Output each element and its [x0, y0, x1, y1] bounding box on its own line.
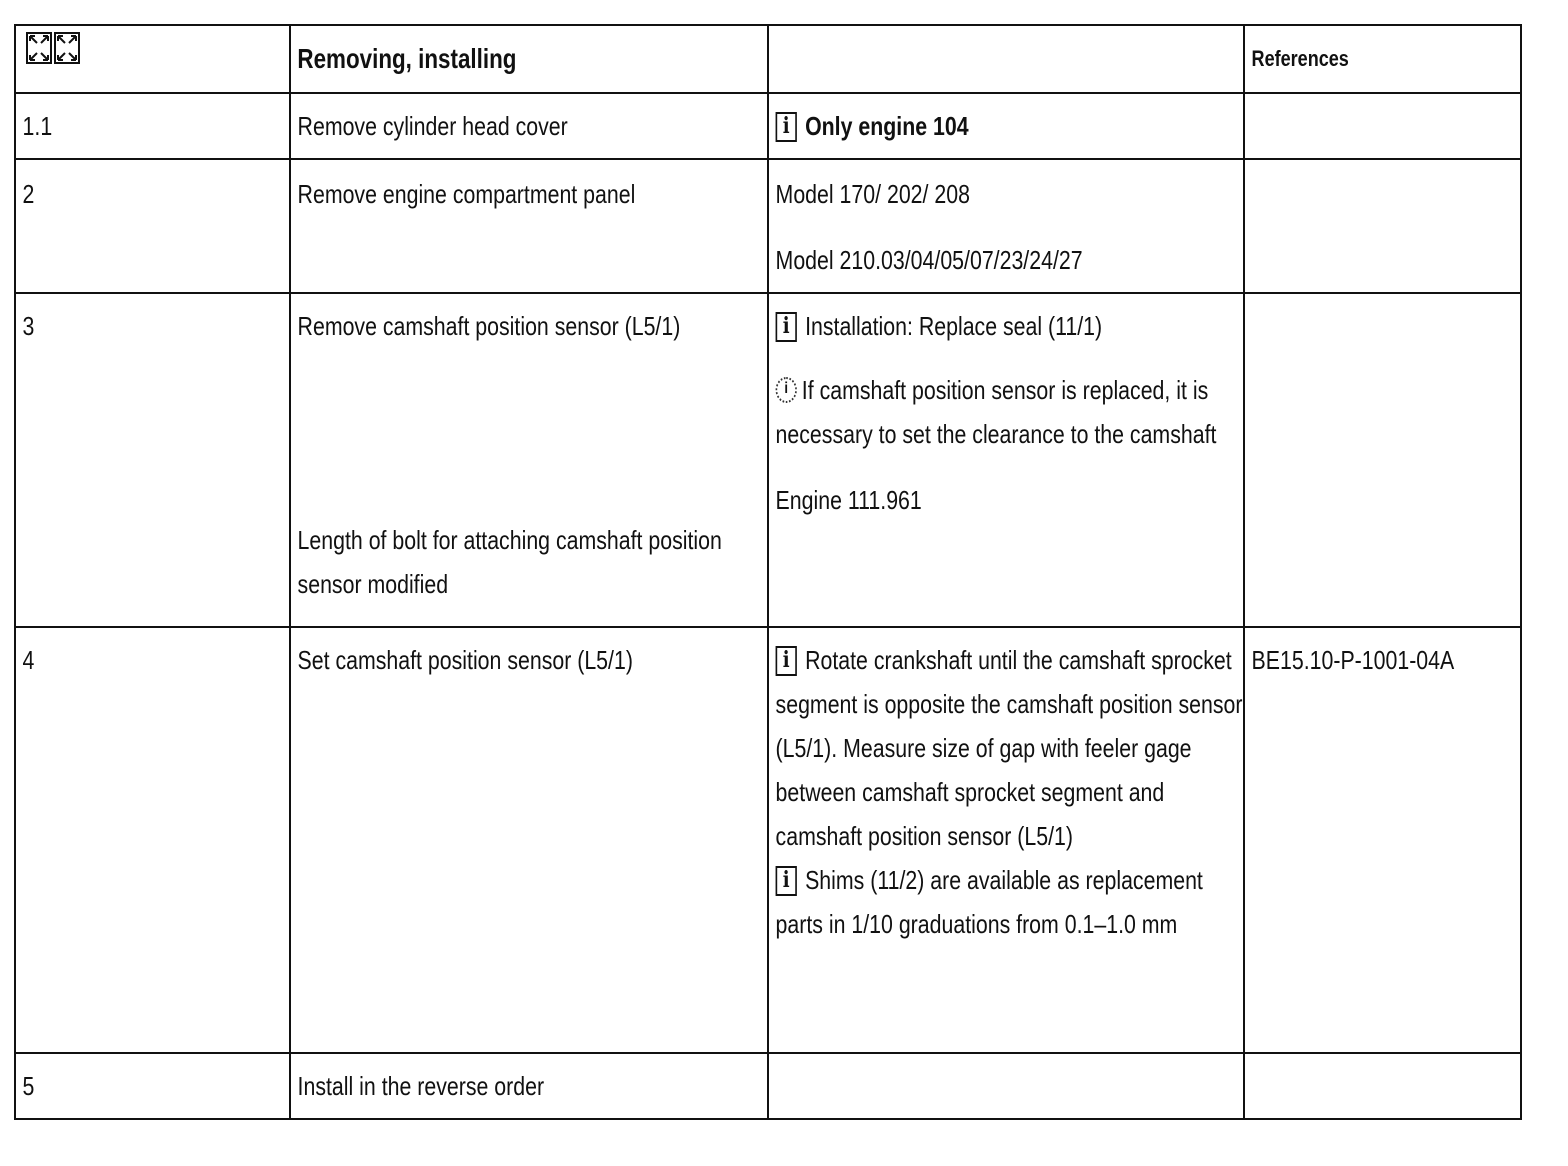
step-reference: BE15.10-P-1001-04A	[1251, 645, 1455, 675]
step-note: i Rotate crankshaft until the camshaft sprocket segment is opposite the camshaft position sensor (L5/1). Measure size of gap with feeler gage between camshaft sprocket segment and camshaft position sensor (L5/1)	[775, 645, 1243, 851]
step-number: 5	[22, 1071, 35, 1101]
expand-arrows-icon	[26, 32, 52, 64]
step-note: i Shims (11/2) are available as replacement parts in 1/10 graduations from 0.1–1.0 mm	[775, 865, 1203, 939]
info-box-icon: i	[776, 112, 797, 142]
info-box-icon: i	[776, 646, 797, 676]
step-note: i Only engine 104	[769, 94, 1256, 148]
step-action: Install in the reverse order	[297, 1071, 545, 1101]
step-number: 2	[22, 179, 35, 209]
header-references: References	[1244, 25, 1521, 93]
info-box-icon: i	[776, 312, 797, 342]
step-note: Model 210.03/04/05/07/23/24/27	[775, 245, 1083, 275]
step-number: 3	[22, 311, 35, 341]
expand-arrows-icon	[54, 32, 80, 64]
header-empty	[768, 25, 1244, 93]
header-icon-cell	[15, 25, 290, 93]
header-row	[15, 25, 1521, 93]
table-row	[15, 293, 1521, 627]
table-row	[15, 1053, 1521, 1119]
step-action: Remove cylinder head cover	[297, 111, 568, 141]
step-note: i Installation: Replace seal (11/1)	[769, 294, 1256, 348]
step-number: 1.1	[22, 111, 53, 141]
step-note: i If camshaft position sensor is replaced, it is necessary to set the clearance to the camshaft	[775, 375, 1217, 449]
step-action: Remove engine compartment panel	[297, 179, 636, 209]
step-action: Remove camshaft position sensor (L5/1)	[297, 311, 681, 341]
step-number: 4	[22, 645, 35, 675]
table-row	[15, 159, 1521, 293]
table-row	[15, 627, 1521, 1053]
header-removing-installing: Removing, installing	[290, 25, 768, 93]
step-action: Set camshaft position sensor (L5/1)	[297, 645, 633, 675]
info-box-icon: i	[776, 866, 797, 896]
step-note: Model 170/ 202/ 208	[775, 179, 970, 209]
procedure-table	[14, 24, 1522, 1120]
step-note: Engine 111.961	[775, 485, 922, 515]
table-row	[15, 93, 1521, 159]
tip-icon: i	[776, 377, 797, 403]
step-action: Length of bolt for attaching camshaft position sensor modified	[297, 525, 722, 599]
